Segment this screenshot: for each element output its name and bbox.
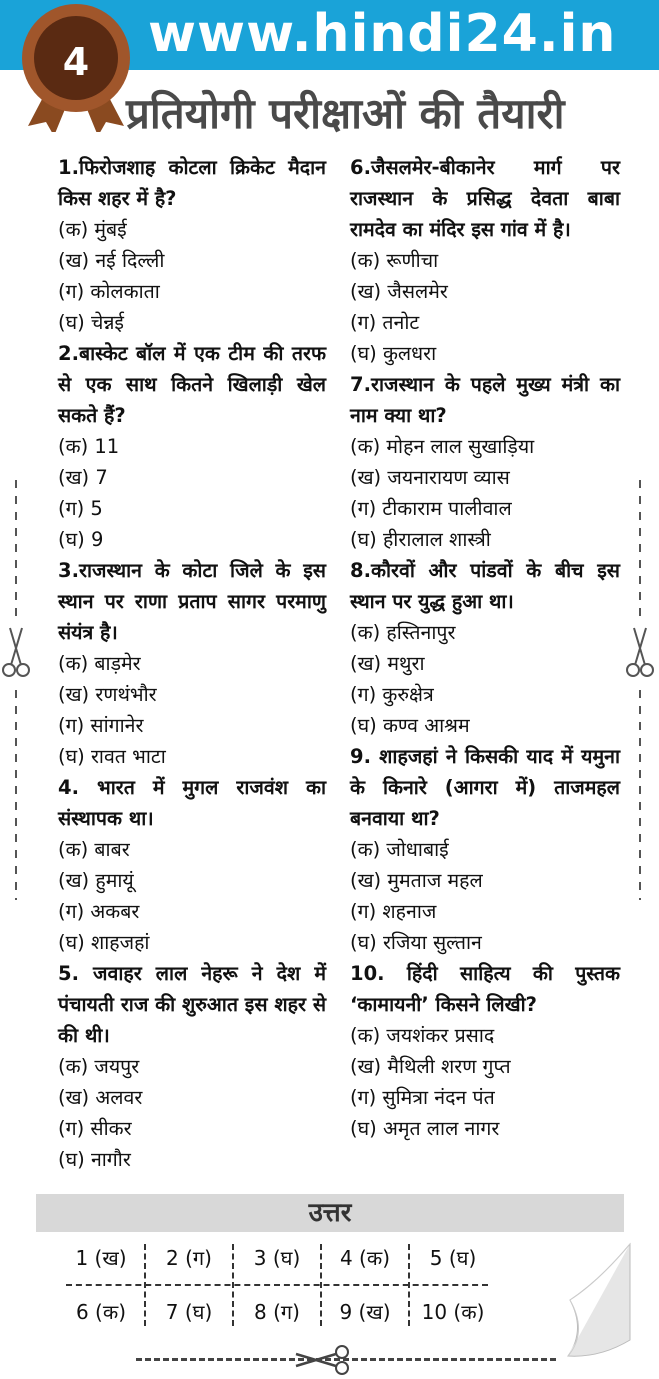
- option: (ख) नई दिल्ली: [58, 249, 165, 272]
- option: (ग) शहनाज: [350, 900, 437, 923]
- option: (क) जोधाबाई: [350, 838, 449, 861]
- question-text: 7.राजस्थान के पहले मुख्य मंत्री का नाम क्या था?: [350, 373, 620, 427]
- answer-cell: 5 (घ): [429, 1246, 477, 1270]
- answer-cell: 3 (घ): [253, 1246, 301, 1270]
- site-url[interactable]: www.hindi24.in: [148, 4, 617, 64]
- answer-cell: 10 (क): [421, 1300, 485, 1324]
- page-curl-icon: [540, 1240, 640, 1360]
- question-text: 10. हिंदी साहित्य की पुस्तक ‘कामायनी’ किसने लिखी?: [350, 962, 620, 1016]
- question-block: [350, 741, 620, 958]
- answers-divider: [66, 1284, 488, 1286]
- option: (क) बाबर: [58, 838, 130, 861]
- question-block: [350, 555, 620, 741]
- answers-column-divider: [320, 1244, 322, 1326]
- option: (घ) रजिया सुल्तान: [350, 931, 482, 954]
- option: (क) जयपुर: [58, 1055, 140, 1078]
- question-block: [350, 369, 620, 555]
- option: (घ) अमृत लाल नागर: [350, 1117, 500, 1140]
- question-text: 2.बास्केट बॉल में एक टीम की तरफ से एक साथ कितने खिलाड़ी खेल सकते हैं?: [58, 342, 326, 427]
- option: (ग) टीकाराम पालीवाल: [350, 497, 512, 520]
- option: (ग) तनोट: [350, 311, 420, 334]
- option: (घ) नागौर: [58, 1148, 131, 1171]
- option: (घ) हीरालाल शास्त्री: [350, 528, 491, 551]
- question-text: 1.फिरोजशाह कोटला क्रिकेट मैदान किस शहर में है?: [58, 156, 326, 210]
- option: (क) मोहन लाल सुखाड़िया: [350, 435, 535, 458]
- option: (क) हस्तिनापुर: [350, 621, 456, 644]
- question-text: 3.राजस्थान के कोटा जिले के इस स्थान पर राणा प्रताप सागर परमाणु संयंत्र है।: [58, 559, 326, 644]
- left-cut-line-icon: [0, 480, 30, 900]
- option: (ग) कोलकाता: [58, 280, 160, 303]
- page-title: प्रतियोगी परीक्षाओं की तैयारी: [126, 89, 565, 138]
- question-block: [350, 958, 620, 1144]
- option: (ख) जैसलमेर: [350, 280, 448, 303]
- option: (ख) हुमायूं: [58, 869, 134, 892]
- option: (ख) जयनारायण व्यास: [350, 466, 510, 489]
- option: (ग) सांगानेर: [58, 714, 144, 737]
- question-block: [58, 772, 326, 958]
- option: (घ) 9: [58, 528, 104, 551]
- option: (घ) शाहजहां: [58, 931, 150, 954]
- option: (ग) सुमित्रा नंदन पंत: [350, 1086, 495, 1109]
- answers-column-divider: [408, 1244, 410, 1326]
- option: (ग) सीकर: [58, 1117, 132, 1140]
- question-block: [350, 152, 620, 369]
- answers-column-divider: [232, 1244, 234, 1326]
- option: (ख) मथुरा: [350, 652, 425, 675]
- answer-cell: 7 (घ): [165, 1300, 213, 1324]
- answers-heading: उत्तर: [36, 1194, 624, 1232]
- question-block: [58, 338, 326, 555]
- option: (ख) मुमताज महल: [350, 869, 483, 892]
- badge-number: 4: [62, 40, 90, 84]
- option: (घ) चेन्नई: [58, 311, 125, 334]
- answer-cell: 2 (ग): [166, 1246, 212, 1270]
- answer-cell: 8 (ग): [254, 1300, 300, 1324]
- questions-right-column: [350, 152, 620, 1144]
- option: (ख) अलवर: [58, 1086, 143, 1109]
- option: (क) रूणीचा: [350, 249, 439, 272]
- answers-row: [58, 1240, 498, 1276]
- option: (क) जयशंकर प्रसाद: [350, 1024, 495, 1047]
- answers-row: [58, 1294, 498, 1330]
- option: (घ) रावत भाटा: [58, 745, 166, 768]
- option: (ग) 5: [58, 497, 103, 520]
- question-text: 5. जवाहर लाल नेहरू ने देश में पंचायती राज की शुरुआत इस शहर से की थी।: [58, 962, 326, 1047]
- option: (क) मुंबई: [58, 218, 127, 241]
- question-text: 6.जैसलमेर-बीकानेर मार्ग पर राजस्थान के प्रसिद्ध देवता बाबा रामदेव का मंदिर इस गांव में है।: [350, 156, 620, 241]
- number-badge: [20, 2, 130, 132]
- option: (घ) कुलधरा: [350, 342, 437, 365]
- option: (ख) 7: [58, 466, 108, 489]
- option: (ग) कुरुक्षेत्र: [350, 683, 434, 706]
- question-text: 9. शाहजहां ने किसकी याद में यमुना के किनारे (आगरा में) ताजमहल बनवाया था?: [350, 745, 620, 830]
- answer-cell: 6 (क): [75, 1300, 127, 1324]
- question-text: 8.कौरवों और पांडवों के बीच इस स्थान पर युद्ध हुआ था।: [350, 559, 620, 613]
- question-text: 4. भारत में मुगल राजवंश का संस्थापक था।: [58, 776, 326, 830]
- option: (क) 11: [58, 435, 120, 458]
- question-block: [58, 152, 326, 338]
- answer-cell: 1 (ख): [75, 1246, 127, 1270]
- question-block: [58, 958, 326, 1175]
- option: (ख) मैथिली शरण गुप्त: [350, 1055, 511, 1078]
- option: (घ) कण्व आश्रम: [350, 714, 470, 737]
- scissors-icon: [288, 1344, 358, 1376]
- question-block: [58, 555, 326, 772]
- option: (ख) रणथंभौर: [58, 683, 157, 706]
- option: (ग) अकबर: [58, 900, 140, 923]
- answer-cell: 9 (ख): [339, 1300, 391, 1324]
- right-cut-line-icon: [626, 480, 656, 900]
- option: (क) बाड़मेर: [58, 652, 141, 675]
- answer-cell: 4 (क): [339, 1246, 391, 1270]
- answers-column-divider: [144, 1244, 146, 1326]
- questions-left-column: [58, 152, 326, 1175]
